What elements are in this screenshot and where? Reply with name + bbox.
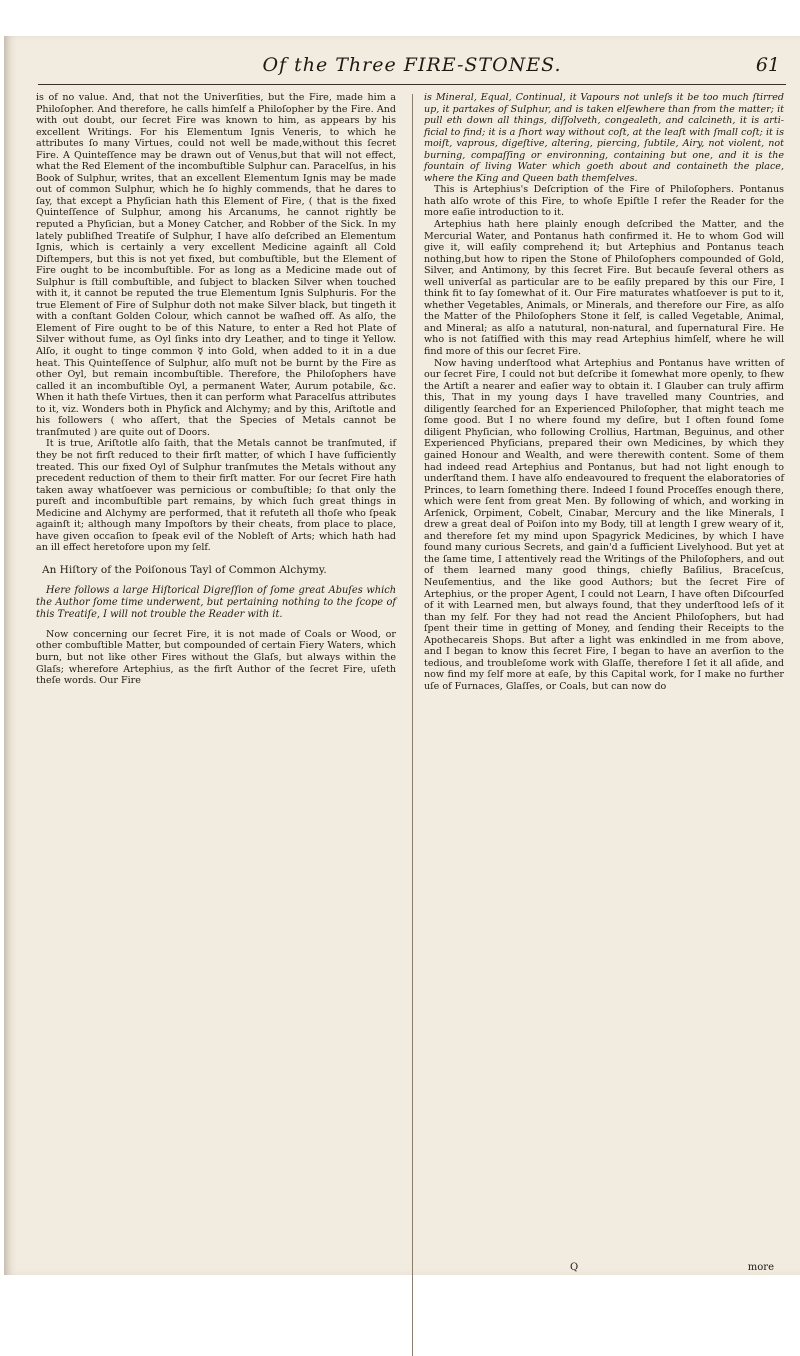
right-paragraph-2: Artephius hath here plainly enough deſcribed the Matter, and the Mercurial Water, and Pontanus hath confirmed it. He to whom God will give it, will eaſily comprehend it; but Artephius and Pontanus teach nothing,but how to ripen the Stone of Philoſophers compounded of Gold, Silver, and Antimony, by this ſecret Fire. But becauſe ſeveral others as well univerſal as particular are to be eaſily prepared by this our Fire, I think fit to ſay ſomewhat of it. Our Fire maturates whatſoever is put to it, whether Vegetables, Animals, or Minerals, and therefore our Fire, as alſo the Matter of the Philoſophers Stone it ſelf, is called Vegetable, Animal, and Mineral; as alſo a natutural, non-natural, and ſupernatural Fire. He who is not ſatiſfied with this may read Artephius himſelf, where he will find more of this our ſecret Fire. — [424, 219, 784, 358]
digression-note: Here follows a large Hiſtorical Digreſſion of ſome great Abuſes which the Author ſome time underwent, but pertaining nothing to the ſcope of this Treatiſe, I will not trouble the Reader with it. — [36, 584, 396, 620]
left-paragraph-1: is of no value. And, that not the Univerſities, but the Fire, made him a Philoſopher. And therefore, he calls himſelf a Philoſopher by the Fire. And with out doubt, our ſecret Fire was known to him, as appears by his excellent Writings. For his Elementum Ignis Veneris, to which he attributes ſo many Virtues, could not well be made,without this ſecret Fire. A Quinteſſence may be drawn out of Venus,but that will not effect, what the Red Element of the incombuſtible Sulphur can. Paracelſus, in his Book of Sulphur, writes, that an excellent Elementum Ignis may be made out of common Sulphur, which he ſo highly commends, that he dares to ſay, that except a Phyſician hath this Element of Fire, ( that is the fixed Quinteſſence of Sulphur, among his Arcanums, he cannot rightly be reputed a Phyſician, but a Money Catcher, and Robber of the Sick. In my lately publiſhed Treatiſe of Sulphur, I have alſo deſcribed an Elementum Ignis, which is certainly a very excellent Medicine againſt all Cold Diſtempers, but this is not yet fixed, but combuſtible, but the Element of Fire ought to be incombuſtible. For as long as a Medicine made out of Sulphur is ſtill combuſtible, and ſubject to blacken Silver when touched with it, it cannot be reputed the true Elementum Ignis Sulphuris. For the true Element of Fire of Sulphur doth not make Silver black, but tingeth it with a conſtant Golden Colour, which cannot be waſhed off. As alſo, the Element of Fire ought to be of this Nature, to enter a Red hot Plate of Silver without fume, as Oyl ſinks into dry Leather, and to tinge it Yellow. Alſo, it ought to tinge common ☿ into Gold, when added to it in a due heat. This Quinteſſence of Sulphur, alſo muſt not be burnt by the Fire as other Oyl, but remain incombuſtible. Therefore, the Philoſophers have called it an incombuſtible Oyl, a permanent Water, Aurum potabile, &c. When it hath theſe Virtues, then it can perform what Paracelſus attributes to it, viz. Wonders both in Phyſick and Alchymy; and by this, Ariſtotle and his followers ( who aſſert, that the Species of Metals cannot be tranſmuted ) are quite out of Doors. — [36, 92, 396, 438]
section-heading: An Hiſtory of the Poiſonous Tayl of Common Alchymy. — [42, 563, 327, 576]
left-paragraph-3: Now concerning our ſecret Fire, it is not made of Coals or Wood, or other combuſtible Matter, but compounded of certain Fiery Waters, which burn, but not like other Fires without the Glaſs, but always within the Glaſs; wherefore Artephius, as the firſt Author of the ſecret Fire, uſeth theſe words. Our Fire — [36, 628, 396, 687]
page-number: 61 — [755, 54, 780, 76]
running-title: Of the Three FIRE-STONES. — [262, 54, 562, 76]
right-paragraph-3: Now having underſtood what Artephius and Pontanus have written of our ſecret Fire, I could not but deſcribe it ſomewhat more openly, to ſhew the Artiſt a nearer and eaſier way to obtain it. I Glauber can truly affirm this, That in my young days I have travelled many Countries, and diligently ſearched for an Experienced Philoſopher, that might teach me ſome good. But I no where found my deſire, but I often found ſome diligent Phyſician, who following Crollius, Hartman, Beguinus, and other Experienced Phyſicians, prepared their own Medicines, by which they gained Honour and Wealth, and were therewith content. Some of them had indeed read Artephius and Pontanus, but had not light enough to underſtand them. I have alſo endeavoured to frequent the elaboratories of Princes, to learn ſomething there. Indeed I found Proceſſes enough there, which were ſent from great Men. By following of which, and working in Arſenick, Orpiment, Cobelt, Cinabar, Mercury and the like Minerals, I drew a great deal of Poiſon into my Body, till at length I grew weary of it, and therefore ſet my mind upon Spagyrick Medicines, by which I have found many curious Secrets, and gain'd a ſufficient Livelyhood. But yet at the ſame time, I attentively read the Writings of the Philoſophers, and out of them learned many good things, chiefly Baſilius, Braceſcus, Neuſementius, and the like good Authors; but the ſecret Fire of Artephius, or the proper Agent, I could not Learn, I have often Diſcourſed of it with Learned men, but always found, that they underſtood leſs of it than my ſelf. For they had not read the Ancient Philoſophers, but had ſpent their time in getting of Money, and ſending their Receipts to the Apothecareis Shops. But after a light was enkindled in me from above, and I began to know this ſecret Fire, I began to have an averſion to the tedious, and troubleſome work with Glaſſe, therefore I ſet it all aſide, and now find my ſelf more at eaſe, by this Capital work, for I make no further uſe of Furnaces, Glaſſes, or Coals, but can now do — [424, 357, 784, 692]
right-paragraph-1: This is Artephius's Deſcription of the Fire of Philoſophers. Pontanus hath alſo wrote of this Fire, to whoſe Epiſtle I refer the Reader for the more eaſie introduction to it. — [424, 184, 784, 219]
book-page — [4, 36, 800, 1275]
left-column — [36, 92, 396, 687]
artephius-quote: is Mineral, Equal, Continual, it Vapours not unleſs it be too much ſtirred up, it partakes of Sulphur, and is taken elſewhere than from the matter; it pull eth down all things, diſſolveth, congealeth, and calcineth, it is artificial to find; it is a ſhort way without coſt, at the leaſt with ſmall coſt; it is moiſt, vaprous, digeſtive, altering, piercing, ſubtile, Airy, not violent, not burning, compaſſing or environning, containing but one, and it is the fountain of living Water which goeth about and containeth the place, where the King and Queen bath themſelves. — [424, 92, 784, 184]
column-divider — [412, 94, 413, 1356]
running-header — [38, 54, 786, 85]
signature-mark: Q — [570, 1262, 579, 1273]
catchword: more — [747, 1262, 774, 1273]
page-footer — [420, 1262, 780, 1274]
left-paragraph-2: It is true, Ariſtotle alſo ſaith, that the Metals cannot be tranſmuted, if they be not firſt reduced to their firſt matter, of which I have ſufficiently treated. This our fixed Oyl of Sulphur tranſmutes the Metals without any precedent reduction of them to their firſt matter. For our ſecret Fire hath taken away whatſoever was pernicious or combuſtible; ſo that only the pureſt and incombuſtible part remains, by which ſuch great things in Medicine and Alchymy are performed, that it refuteth all thoſe who ſpeak againſt it; although many Impoſtors by their cheats, from place to place, have given occaſion to ſpeak evil of the Nobleſt of Arts; which hath had an ill effect heretofore upon my ſelf. — [36, 438, 396, 554]
right-column — [424, 92, 784, 692]
